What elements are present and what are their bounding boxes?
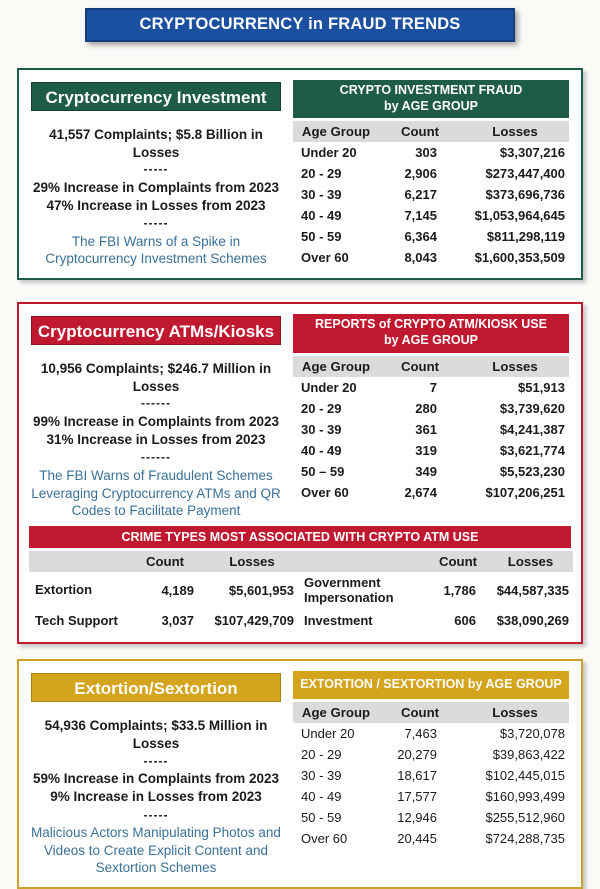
atm-age-table: [293, 356, 569, 503]
stat-losses-increase: 47% Increase in Losses from 2023: [46, 197, 266, 213]
count-cell: 7: [429, 379, 437, 395]
age-cell: 30 - 39: [301, 768, 342, 784]
count-cell: 303: [415, 145, 437, 161]
table-row: [293, 377, 569, 398]
fbi-atm-warning-link[interactable]: The FBI Warns of Fraudulent Schemes Leveraging Cryptocurrency ATMs and QR Codes to Facilitate Payment: [31, 467, 281, 519]
table-row: [293, 744, 569, 765]
losses-cell: $5,601,953: [228, 583, 294, 599]
divider: -----: [143, 216, 169, 231]
col-count: Count: [379, 702, 461, 723]
losses-cell: $5,523,230: [499, 463, 565, 479]
divider: -----: [143, 162, 169, 177]
table-title-extortion: [293, 671, 569, 699]
table-row: [293, 247, 569, 268]
col-losses: Losses: [488, 551, 573, 572]
age-cell: 50 - 59: [301, 229, 342, 245]
extortion-age-table: [293, 702, 569, 849]
age-cell: Over 60: [301, 484, 349, 500]
section-extortion-sextortion: [17, 659, 583, 888]
age-cell: 40 - 49: [301, 208, 342, 224]
col-age-group: Age Group: [293, 702, 379, 723]
investment-age-table: [293, 121, 569, 268]
crime-types-table: [29, 526, 571, 633]
count-cell: 20,445: [397, 831, 437, 847]
age-cell: Over 60: [301, 250, 349, 266]
age-cell: Under 20: [301, 145, 357, 161]
count-cell: 18,617: [397, 768, 437, 784]
count-cell: 7,463: [404, 726, 437, 742]
losses-cell: $38,090,269: [496, 613, 569, 629]
col-age-group: Age Group: [293, 121, 379, 142]
table-title-line1: CRYPTO INVESTMENT FRAUD: [339, 83, 523, 97]
age-cell: 30 - 39: [301, 187, 342, 203]
losses-cell: $3,739,620: [499, 400, 565, 416]
count-cell: 349: [415, 463, 437, 479]
divider: ------: [141, 450, 171, 465]
table-row: [293, 163, 569, 184]
age-cell: 50 – 59: [301, 463, 345, 479]
table-row: [293, 419, 569, 440]
col-age-group: Age Group: [293, 356, 379, 377]
age-cell: 20 - 29: [301, 747, 342, 763]
crime-col-spacer: [29, 551, 124, 572]
col-losses: Losses: [461, 121, 569, 142]
section-cryptocurrency-investment: [17, 68, 583, 280]
losses-cell: $255,512,960: [485, 810, 565, 826]
losses-cell: $1,053,964,645: [474, 208, 565, 224]
crime-col-spacer: [298, 551, 428, 572]
fbi-investment-warning-link[interactable]: The FBI Warns of a Spike in Cryptocurrency Investment Schemes: [45, 233, 267, 267]
divider: ------: [141, 396, 171, 411]
age-cell: 40 - 49: [301, 789, 342, 805]
table-title-line1: REPORTS of CRYPTO ATM/KIOSK USE: [315, 317, 547, 332]
section-title-atms: Cryptocurrency ATMs/Kiosks: [31, 316, 281, 345]
age-cell: Over 60: [301, 831, 348, 847]
table-row: [293, 461, 569, 482]
col-count: Count: [124, 551, 206, 572]
losses-cell: $102,445,015: [485, 768, 565, 784]
col-count: Count: [379, 121, 461, 142]
table-title-investment: [293, 80, 569, 118]
count-cell: 7,145: [404, 208, 437, 224]
table-row: [293, 723, 569, 744]
col-count: Count: [428, 551, 488, 572]
count-cell: 319: [415, 442, 437, 458]
col-losses: Losses: [206, 551, 298, 572]
losses-cell: $160,993,499: [485, 789, 565, 805]
table-header-row: [293, 121, 569, 142]
page-title: CRYPTOCURRENCY in FRAUD TRENDS: [85, 8, 515, 42]
table-row: [293, 440, 569, 461]
losses-cell: $3,307,216: [499, 145, 565, 161]
table-row: [293, 765, 569, 786]
section-title-extortion: Extortion/Sextortion: [31, 673, 281, 702]
losses-cell: $3,621,774: [499, 442, 565, 458]
section-title-investment: Cryptocurrency Investment: [31, 82, 281, 111]
count-cell: 20,279: [397, 747, 437, 763]
table-row: [293, 205, 569, 226]
age-cell: Under 20: [301, 726, 355, 742]
table-row: [293, 828, 569, 849]
count-cell: 6,364: [404, 229, 437, 245]
divider: -----: [143, 807, 169, 822]
losses-cell: $373,696,736: [485, 187, 565, 203]
stat-complaints-increase: 99% Increase in Complaints from 2023: [32, 413, 280, 429]
losses-cell: $51,913: [518, 379, 565, 395]
table-row: [293, 807, 569, 828]
losses-cell: $39,863,422: [492, 747, 565, 763]
age-cell: 40 - 49: [301, 442, 342, 458]
losses-cell: $3,720,078: [499, 726, 565, 742]
table-row: [293, 184, 569, 205]
sextortion-schemes-link[interactable]: Malicious Actors Manipulating Photos and Videos to Create Explicit Content and Sextortion Schemes: [31, 825, 281, 876]
count-cell: 8,043: [404, 250, 437, 266]
col-count: Count: [379, 356, 461, 377]
count-cell: 280: [415, 400, 437, 416]
losses-cell: $724,288,735: [485, 831, 565, 847]
stat-losses-increase: 31% Increase in Losses from 2023: [46, 432, 266, 448]
col-losses: Losses: [461, 356, 569, 377]
section-cryptocurrency-atms-kiosks: [17, 302, 583, 644]
count-cell: 3,037: [161, 613, 194, 629]
age-cell: 30 - 39: [301, 421, 342, 437]
losses-cell: $811,298,119: [486, 229, 565, 245]
losses-cell: $273,447,400: [485, 166, 565, 182]
divider: -----: [143, 753, 169, 768]
count-cell: 361: [415, 421, 437, 437]
col-losses: Losses: [461, 702, 569, 723]
losses-cell: $107,429,709: [214, 613, 294, 629]
count-cell: 1,786: [443, 583, 476, 599]
crime-type-label: Extortion: [35, 582, 93, 598]
table-header-row: [293, 702, 569, 723]
count-cell: 6,217: [404, 187, 437, 203]
stat-losses-increase: 9% Increase in Losses from 2023: [50, 789, 262, 805]
summary-stat: 41,557 Complaints; $5.8 Billion in Losses: [49, 127, 263, 160]
summary-stat: 10,956 Complaints; $246.7 Million in Losses: [40, 361, 272, 394]
age-cell: 20 - 29: [301, 166, 342, 182]
table-title-line2: by AGE GROUP: [384, 332, 478, 347]
crime-type-label: Tech Support: [35, 612, 118, 628]
count-cell: 2,674: [404, 484, 437, 500]
table-row: [293, 142, 569, 163]
stat-complaints-increase: 29% Increase in Complaints from 2023: [32, 179, 280, 195]
crime-type-label: Government Impersonation: [304, 574, 394, 605]
age-cell: Under 20: [301, 379, 357, 395]
count-cell: 4,189: [161, 583, 194, 599]
table-row: [293, 482, 569, 503]
count-cell: 606: [454, 613, 476, 629]
age-cell: 20 - 29: [301, 400, 342, 416]
table-row: [293, 398, 569, 419]
table-header-row: [293, 356, 569, 377]
table-title-atm-use: [293, 314, 569, 352]
count-cell: 12,946: [397, 810, 437, 826]
table-title-line2: by AGE GROUP: [384, 98, 478, 113]
losses-cell: $1,600,353,509: [474, 250, 565, 266]
losses-cell: $44,587,335: [496, 583, 569, 599]
table-row: [293, 226, 569, 247]
age-cell: 50 - 59: [301, 810, 342, 826]
crime-type-label: Investment: [304, 612, 373, 628]
losses-cell: $107,206,251: [485, 484, 565, 500]
losses-cell: $4,241,387: [499, 421, 565, 437]
table-title-line1: EXTORTION / SEXTORTION by AGE GROUP: [300, 677, 562, 692]
count-cell: 17,577: [397, 789, 437, 805]
summary-stat: 54,936 Complaints; $33.5 Million in Losses: [44, 718, 268, 752]
count-cell: 2,906: [404, 166, 437, 182]
table-row: [293, 786, 569, 807]
crime-types-title: CRIME TYPES MOST ASSOCIATED WITH CRYPTO ATM USE: [29, 526, 571, 548]
stat-complaints-increase: 59% Increase in Complaints from 2023: [32, 771, 280, 787]
